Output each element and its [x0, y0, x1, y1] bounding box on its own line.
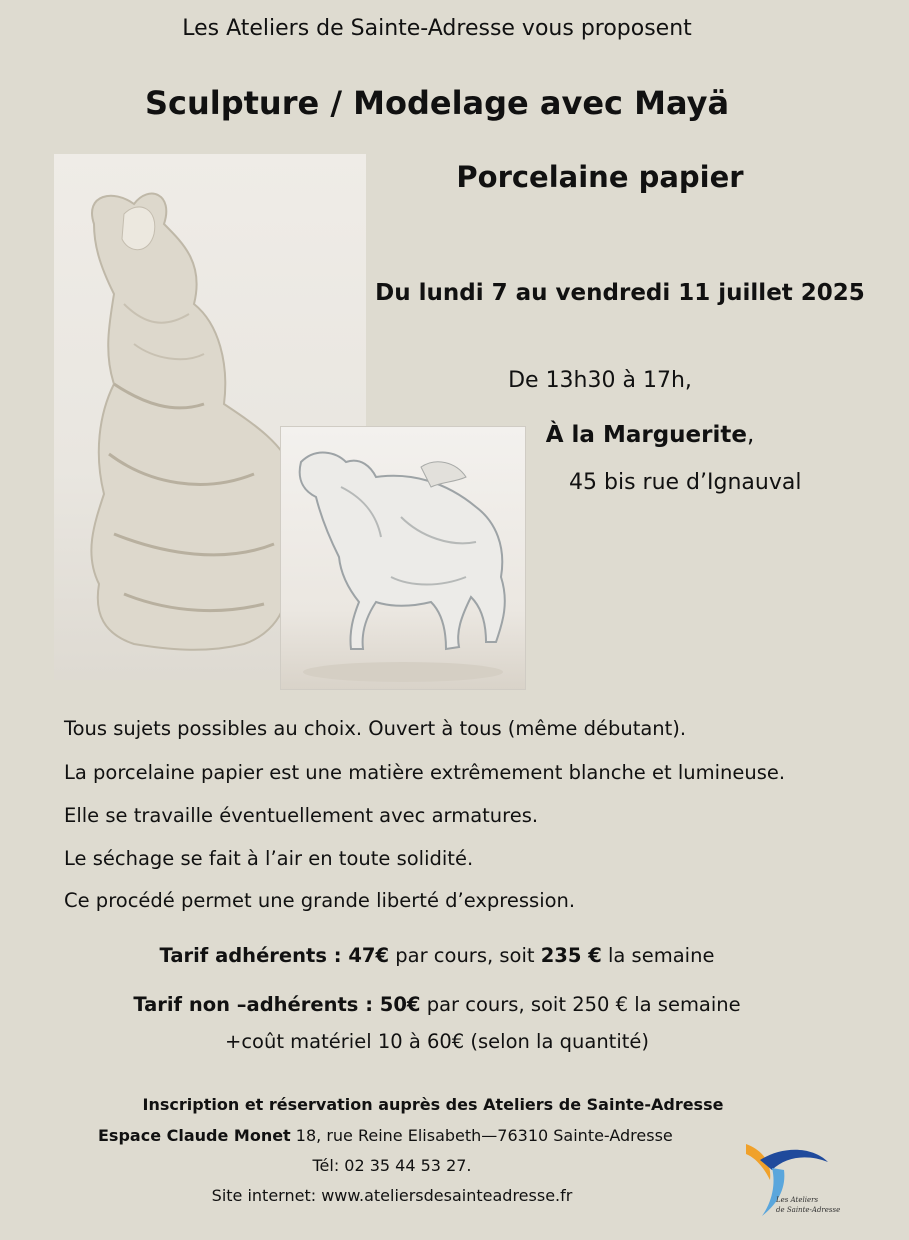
members-label: Tarif adhérents :	[159, 944, 349, 967]
registration-info: Inscription et réservation auprès des Ateliers de Sainte-Adresse	[142, 1095, 724, 1114]
description-line: La porcelaine papier est une matière extrêmement blanche et lumineuse.	[64, 761, 786, 784]
venue-line	[98, 1126, 673, 1145]
event-address: 45 bis rue d’Ignauval	[569, 470, 802, 495]
event-place	[500, 422, 800, 448]
place-name: À la Marguerite	[545, 422, 747, 448]
members-price: 47€	[348, 944, 390, 967]
horse-sculpture-photo	[280, 426, 526, 690]
venue-address: 18, rue Reine Elisabeth—76310 Sainte-Adresse	[290, 1126, 673, 1145]
material-cost: +coût matériel 10 à 60€ (selon la quantité)	[224, 1030, 649, 1053]
nonmembers-label: Tarif non –adhérents :	[133, 993, 380, 1016]
venue-name: Espace Claude Monet	[98, 1126, 291, 1145]
nonmembers-rest: par cours, soit 250 € la semaine	[420, 993, 741, 1016]
phone-number: Tél: 02 35 44 53 27.	[312, 1156, 472, 1175]
subtitle: Porcelaine papier	[456, 160, 744, 194]
members-end: la semaine	[601, 944, 715, 967]
description-line: Elle se travaille éventuellement avec armatures.	[64, 804, 539, 827]
nonmembers-price-line	[0, 993, 874, 1016]
intro-text: Les Ateliers de Sainte-Adresse vous proposent	[182, 16, 692, 41]
event-dates: Du lundi 7 au vendredi 11 juillet 2025	[375, 280, 865, 306]
members-price-line	[0, 944, 874, 967]
description-line: Ce procédé permet une grande liberté d’expression.	[64, 889, 576, 912]
members-mid: par cours, soit	[389, 944, 541, 967]
page-title: Sculpture / Modelage avec Mayä	[144, 84, 730, 122]
ateliers-logo	[742, 1140, 841, 1226]
logo-text-line2: de Sainte-Adresse	[776, 1206, 841, 1214]
place-suffix: ,	[746, 422, 755, 448]
description-line: Le séchage se fait à l’air en toute solidité.	[64, 847, 474, 870]
logo-text-line1: Les Ateliers	[776, 1196, 819, 1204]
members-week-price: 235 €	[540, 944, 602, 967]
logo-blue-shape	[760, 1150, 828, 1170]
description-line: Tous sujets possibles au choix. Ouvert à tous (même débutant).	[64, 717, 687, 740]
nonmembers-price: 50€	[379, 993, 421, 1016]
website-link[interactable]: Site internet: www.ateliersdesainteadresse.fr	[211, 1186, 573, 1205]
event-hours: De 13h30 à 17h,	[508, 368, 692, 393]
